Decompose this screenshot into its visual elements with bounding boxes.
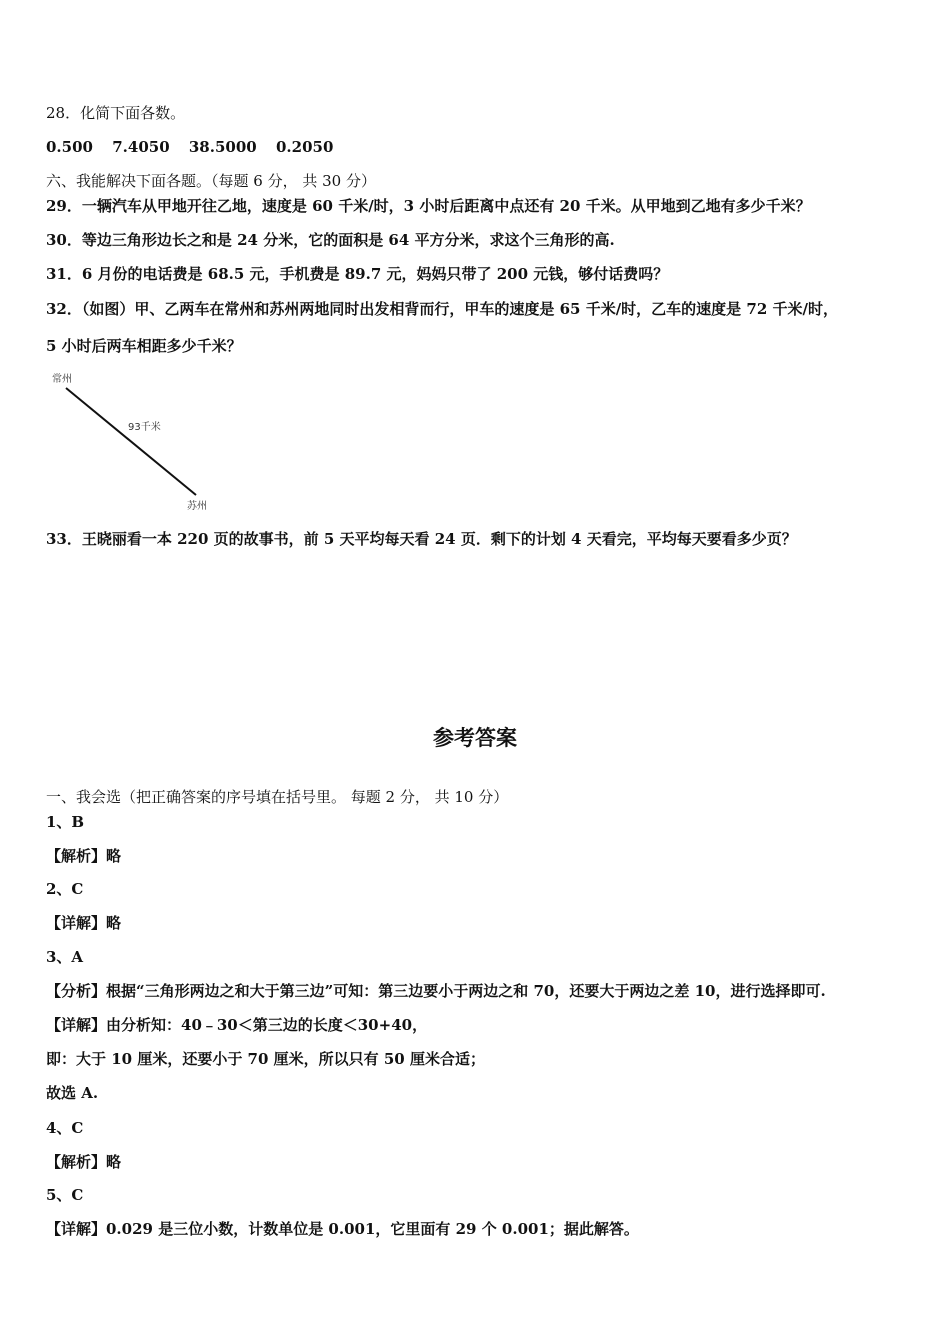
question-33: 33．王晓丽看一本 220 页的故事书，前 5 天平均每天看 24 页．剩下的计划 4 天看完，平均每天要看多少页？ [46,530,797,548]
question-28-values [46,137,333,157]
route-line [66,388,196,495]
answer-3-detail: 【详解】由分析知：40﹣30＜第三边的长度＜30+40， [46,1016,428,1034]
section-6-heading: 六、我能解决下面各题。（每题 6 分， 共 30 分） [46,172,376,190]
end-city-label: 苏州 [187,501,207,512]
answer-3-line-3: 故选 A. [46,1084,99,1102]
value-item: 7.4050 [112,138,170,156]
distance-diagram [46,368,226,516]
answer-section-1-heading: 一、我会选（把正确答案的序号填在括号里。 每题 2 分， 共 10 分） [46,788,509,806]
answer-3-line-2: 即：大于 10 厘米，还要小于 70 厘米，所以只有 50 厘米合适； [46,1050,485,1068]
question-28: 28．化简下面各数。 [46,104,186,122]
value-item: 38.5000 [188,138,257,156]
question-31: 31．6 月份的电话费是 68.5 元，手机费是 89.7 元，妈妈只带了 200 元钱，够付话费吗？ [46,265,669,283]
answer-1: 1、B [46,813,85,831]
answer-4: 4、C [46,1119,84,1137]
answer-1-note: 【解析】略 [46,847,122,865]
answer-2: 2、C [46,880,84,898]
answer-3-analysis: 【分析】根据“三角形两边之和大于第三边”可知：第三边要小于两边之和 70，还要大于两边之差 10，进行选择即可. [46,982,826,1000]
answer-section-title: 参考答案 [433,726,517,750]
start-city-label: 常州 [52,374,72,385]
value-item: 0.2050 [275,138,334,156]
answer-4-note: 【解析】略 [46,1153,122,1171]
question-32-line-1: 32．（如图）甲、乙两车在常州和苏州两地同时出发相背而行，甲车的速度是 65 千米/时，乙车的速度是 72 千米/时， [46,300,838,318]
question-32-line-2: 5 小时后两车相距多少千米？ [46,337,242,355]
answer-3: 3、A [46,948,84,966]
distance-label: 93千米 [128,422,161,433]
answer-2-note: 【详解】略 [46,914,122,932]
question-30: 30．等边三角形边长之和是 24 分米，它的面积是 64 平方分米，求这个三角形的高. [46,231,615,249]
answer-5: 5、C [46,1186,84,1204]
value-item: 0.500 [46,138,93,156]
question-29: 29．一辆汽车从甲地开往乙地，速度是 60 千米/时，3 小时后距离中点还有 20 千米。从甲地到乙地有多少千米？ [46,197,811,215]
answer-5-detail: 【详解】0.029 是三位小数，计数单位是 0.001，它里面有 29 个 0.001；据此解答。 [46,1220,639,1238]
